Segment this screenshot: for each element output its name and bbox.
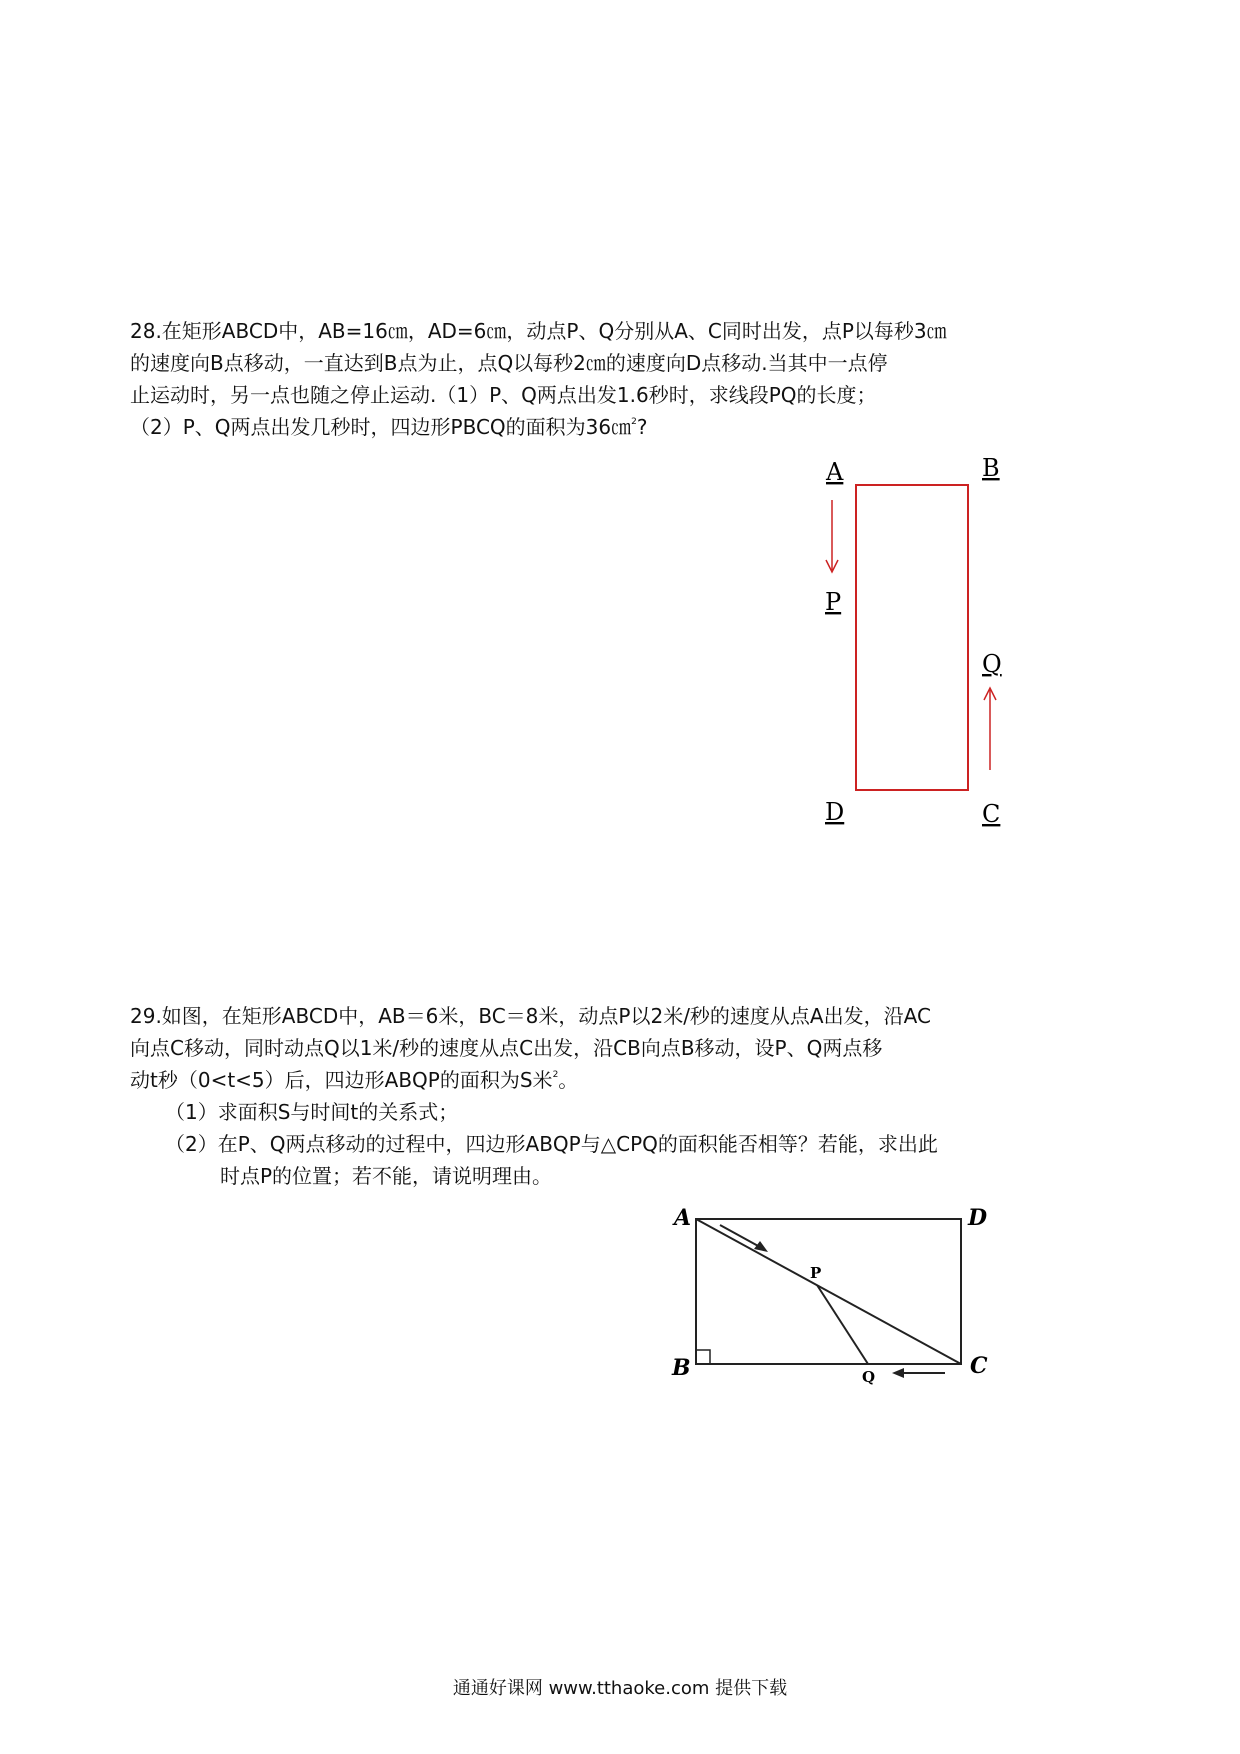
page-footer: 通通好课网 www.tthaoke.com 提供下载 xyxy=(452,1678,788,1699)
q28-label-b: B xyxy=(982,454,1000,482)
q28-line-2: 的速度向B点移动，一直达到B点为止，点Q以每秒2㎝的速度向D点移动.当其中一点停 xyxy=(130,351,888,375)
q28-line-4: （2）P、Q两点出发几秒时，四边形PBCQ的面积为36㎝$^2$? xyxy=(130,415,648,439)
q29-sub-2-line-1: （2）在P、Q两点移动的过程中，四边形ABQP与△CPQ的面积能否相等？若能，求出此 xyxy=(165,1132,938,1156)
q29-label-a: A xyxy=(674,1205,692,1231)
q29-right-angle-mark xyxy=(696,1350,710,1364)
q29-line-2: 向点C移动，同时动点Q以1米/秒的速度从点C出发，沿CB向点B移动，设P、Q两点移 xyxy=(130,1036,883,1060)
q29-arrow-cb-head xyxy=(892,1368,904,1378)
question-29-text xyxy=(130,1000,1010,1096)
q28-rectangle xyxy=(856,485,968,790)
q29-diagonal-ac xyxy=(696,1219,961,1364)
q28-line-1: 28.在矩形ABCD中，AB=16㎝，AD=6㎝，动点P、Q分别从A、C同时出发，点P以每秒3㎝ xyxy=(130,319,947,343)
q29-label-c: C xyxy=(970,1353,988,1379)
question-28-text xyxy=(130,315,1010,443)
q29-label-p: P xyxy=(810,1264,822,1282)
q29-line-1: 29.如图，在矩形ABCD中，AB＝6米，BC＝8米，动点P以2米/秒的速度从点A出发，沿AC xyxy=(130,1004,931,1028)
q29-label-d: D xyxy=(968,1205,988,1231)
q28-label-q: Q xyxy=(982,650,1002,678)
q28-line-3: 止运动时，另一点也随之停止运动.（1）P、Q两点出发1.6秒时，求线段PQ的长度； xyxy=(130,383,877,407)
q28-figure xyxy=(800,450,1020,840)
q28-label-a: A xyxy=(826,458,844,486)
q29-line-3: 动t秒（0<t<5）后，四边形ABQP的面积为S米$^2$。 xyxy=(130,1068,579,1092)
q29-label-b: B xyxy=(672,1355,691,1381)
q28-label-p: P xyxy=(825,588,842,616)
q29-arrow-ac-head xyxy=(754,1241,768,1252)
q29-sub-1: （1）求面积S与时间t的关系式； xyxy=(165,1100,459,1124)
q29-label-q: Q xyxy=(862,1368,876,1385)
q29-figure xyxy=(650,1195,1010,1385)
q29-segment-pq xyxy=(817,1285,868,1364)
q29-sub-2-line-2: 时点P的位置；若不能，请说明理由。 xyxy=(220,1164,553,1188)
q28-label-d: D xyxy=(825,798,845,826)
q28-label-c: C xyxy=(982,800,1001,828)
